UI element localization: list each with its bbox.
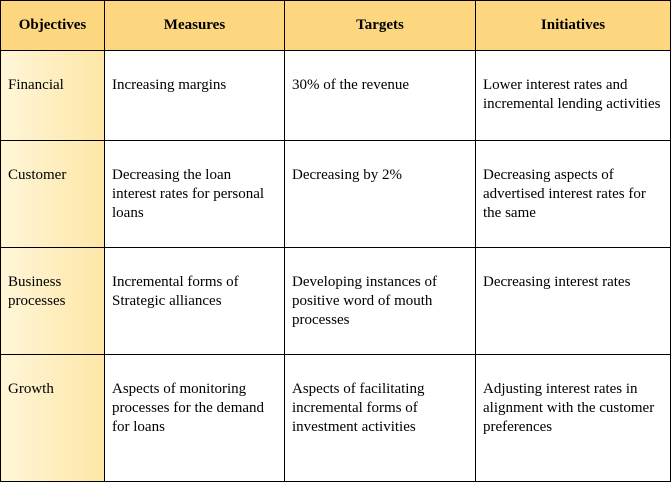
objective-cell: Customer [1,141,105,248]
measure-cell: Incremental forms of Strategic alliances [105,248,285,355]
measure-cell: Increasing margins [105,51,285,141]
header-targets: Targets [285,1,476,51]
measure-cell: Aspects of monitoring processes for the demand for loans [105,355,285,482]
header-initiatives: Initiatives [476,1,671,51]
objective-cell: Growth [1,355,105,482]
target-cell: Decreasing by 2% [285,141,476,248]
table-body [1,51,671,482]
target-cell: Aspects of facilitating incremental forms of investment activities [285,355,476,482]
table-row [1,141,671,248]
header-measures: Measures [105,1,285,51]
table-row [1,51,671,141]
initiative-cell: Decreasing interest rates [476,248,671,355]
target-cell: Developing instances of positive word of mouth processes [285,248,476,355]
measure-cell: Decreasing the loan interest rates for personal loans [105,141,285,248]
initiative-cell: Decreasing aspects of advertised interest rates for the same [476,141,671,248]
target-cell: 30% of the revenue [285,51,476,141]
table-row [1,248,671,355]
header-objectives: Objectives [1,1,105,51]
header-row [1,1,671,51]
objective-cell: Financial [1,51,105,141]
objective-cell: Business processes [1,248,105,355]
initiative-cell: Lower interest rates and incremental lending activities [476,51,671,141]
initiative-cell: Adjusting interest rates in alignment with the customer preferences [476,355,671,482]
table-header [1,1,671,51]
table-row [1,355,671,482]
